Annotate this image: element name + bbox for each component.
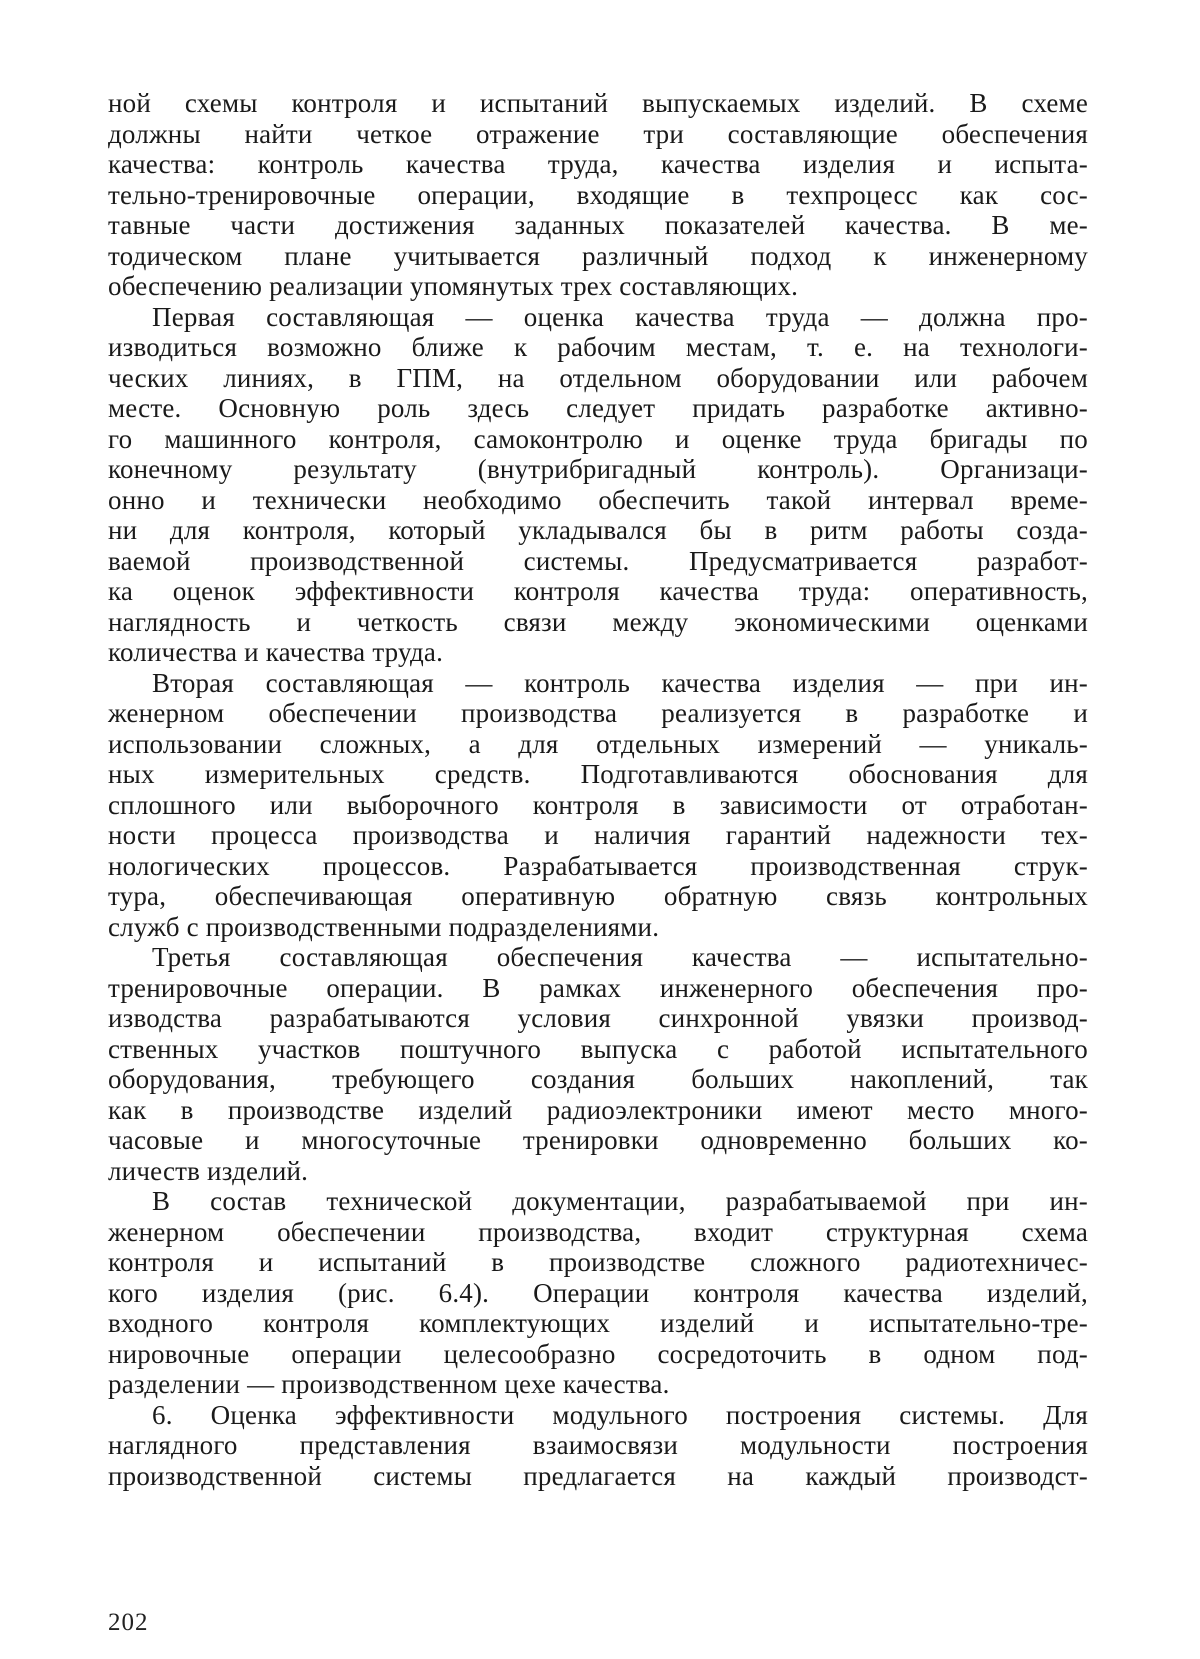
text-line: тельно-тренировочные операции, входящие в техпроцесс как сос- xyxy=(108,180,1088,211)
text-line: Первая составляющая — оценка качества труда — должна про- xyxy=(108,302,1088,333)
text-line: онно и технически необходимо обеспечить такой интервал време- xyxy=(108,485,1088,516)
text-line: наглядного представления взаимосвязи модульности построения xyxy=(108,1430,1088,1461)
text-line: го машинного контроля, самоконтролю и оценке труда бригады по xyxy=(108,424,1088,455)
paragraph-first-component xyxy=(108,302,1088,668)
text-line: тренировочные операции. В рамках инженерного обеспечения про- xyxy=(108,973,1088,1004)
text-line: использовании сложных, а для отдельных измерений — уникаль- xyxy=(108,729,1088,760)
text-line: тодическом плане учитывается различный подход к инженерному xyxy=(108,241,1088,272)
text-line: изводства разрабатываются условия синхронной увязки производ- xyxy=(108,1003,1088,1034)
text-line: ных измерительных средств. Подготавливаются обоснования для xyxy=(108,759,1088,790)
paragraph-continuation xyxy=(108,88,1088,302)
text-line: тура, обеспечивающая оперативную обратную связь контрольных xyxy=(108,881,1088,912)
text-line: месте. Основную роль здесь следует придать разработке активно- xyxy=(108,393,1088,424)
text-line: служб с производственными подразделениями. xyxy=(108,912,1088,943)
text-line: женерном обеспечении производства, входит структурная схема xyxy=(108,1217,1088,1248)
text-line: тавные части достижения заданных показателей качества. В ме- xyxy=(108,210,1088,241)
text-line: нологических процессов. Разрабатывается производственная струк- xyxy=(108,851,1088,882)
text-line: разделении — производственном цехе качества. xyxy=(108,1369,1088,1400)
paragraph-documentation xyxy=(108,1186,1088,1400)
text-line: часовые и многосуточные тренировки одновременно больших ко- xyxy=(108,1125,1088,1156)
text-line: входного контроля комплектующих изделий и испытательно-тре- xyxy=(108,1308,1088,1339)
page-number: 202 xyxy=(108,1608,149,1638)
text-line: женерном обеспечении производства реализуется в разработке и xyxy=(108,698,1088,729)
text-line: должны найти четкое отражение три составляющие обеспечения xyxy=(108,119,1088,150)
text-line: ни для контроля, который укладывался бы в ритм работы созда- xyxy=(108,515,1088,546)
page-body xyxy=(108,88,1088,1491)
text-line: наглядность и четкость связи между экономическими оценками xyxy=(108,607,1088,638)
text-line: конечному результату (внутрибригадный контроль). Организаци- xyxy=(108,454,1088,485)
paragraph-section-6 xyxy=(108,1400,1088,1492)
text-line: ваемой производственной системы. Предусматривается разработ- xyxy=(108,546,1088,577)
text-line: производственной системы предлагается на каждый производст- xyxy=(108,1461,1088,1492)
text-line: сплошного или выборочного контроля в зависимости от отработан- xyxy=(108,790,1088,821)
text-line: кого изделия (рис. 6.4). Операции контроля качества изделий, xyxy=(108,1278,1088,1309)
text-line: В состав технической документации, разрабатываемой при ин- xyxy=(108,1186,1088,1217)
text-line: обеспечению реализации упомянутых трех составляющих. xyxy=(108,271,1088,302)
text-line: Вторая составляющая — контроль качества изделия — при ин- xyxy=(108,668,1088,699)
text-line: ной схемы контроля и испытаний выпускаемых изделий. В схеме xyxy=(108,88,1088,119)
text-line: количества и качества труда. xyxy=(108,637,1088,668)
text-line: качества: контроль качества труда, качества изделия и испыта- xyxy=(108,149,1088,180)
text-line: изводиться возможно ближе к рабочим местам, т. е. на технологи- xyxy=(108,332,1088,363)
text-line: личеств изделий. xyxy=(108,1156,1088,1187)
text-line: ности процесса производства и наличия гарантий надежности тех- xyxy=(108,820,1088,851)
text-line: ка оценок эффективности контроля качества труда: оперативность, xyxy=(108,576,1088,607)
text-line: ческих линиях, в ГПМ, на отдельном оборудовании или рабочем xyxy=(108,363,1088,394)
paragraph-second-component xyxy=(108,668,1088,943)
text-line: как в производстве изделий радиоэлектроники имеют место много- xyxy=(108,1095,1088,1126)
text-line: Третья составляющая обеспечения качества — испытательно- xyxy=(108,942,1088,973)
text-line: контроля и испытаний в производстве сложного радиотехничес- xyxy=(108,1247,1088,1278)
paragraph-third-component xyxy=(108,942,1088,1186)
text-line: нировочные операции целесообразно сосредоточить в одном под- xyxy=(108,1339,1088,1370)
text-line: оборудования, требующего создания больших накоплений, так xyxy=(108,1064,1088,1095)
text-line: 6. Оценка эффективности модульного построения системы. Для xyxy=(108,1400,1088,1431)
text-line: ственных участков поштучного выпуска с работой испытательного xyxy=(108,1034,1088,1065)
